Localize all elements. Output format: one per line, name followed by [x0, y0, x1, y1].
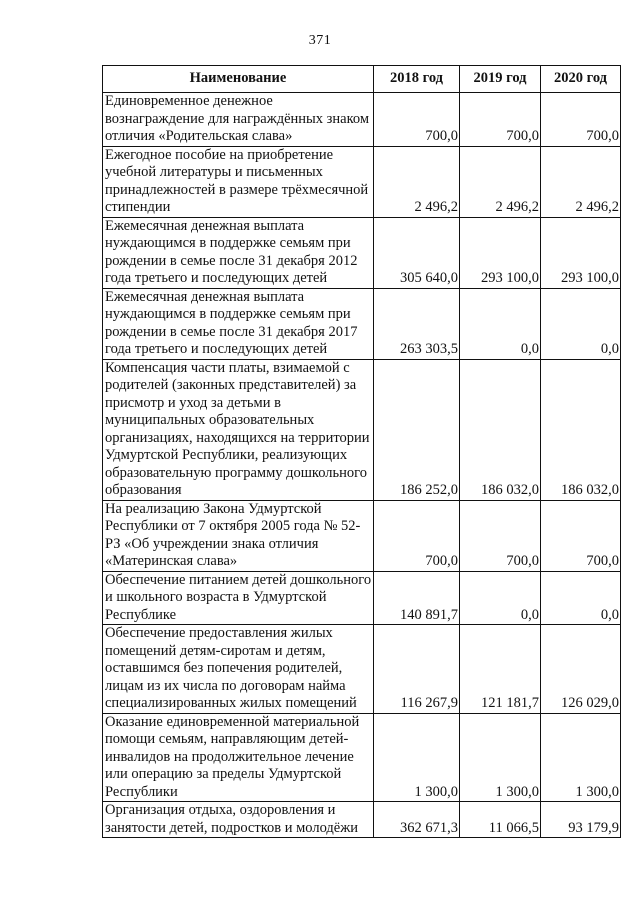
- row-value-2020: 126 029,0: [541, 625, 621, 714]
- row-value-2020: 293 100,0: [541, 217, 621, 288]
- row-name: Оказание единовременной материальной помощи семьям, направляющим детей-инвалидов на продолжительное лечение или операцию за пределы Удмуртской Республики: [103, 713, 374, 802]
- row-value-2018: 305 640,0: [374, 217, 460, 288]
- table-row: [103, 713, 621, 802]
- header-2020: 2020 год: [541, 66, 621, 93]
- row-value-2018: 186 252,0: [374, 359, 460, 500]
- table-row: [103, 500, 621, 571]
- row-name: На реализацию Закона Удмуртской Республики от 7 октября 2005 года № 52-РЗ «Об учреждении знака отличия «Материнская слава»: [103, 500, 374, 571]
- row-value-2019: 700,0: [460, 93, 541, 147]
- row-value-2020: 1 300,0: [541, 713, 621, 802]
- row-name: Ежемесячная денежная выплата нуждающимся в поддержке семьям при рождении в семье после 31 декабря 2017 года третьего и последующих детей: [103, 288, 374, 359]
- row-name: Ежегодное пособие на приобретение учебной литературы и письменных принадлежностей в размере трёхмесячной стипендии: [103, 146, 374, 217]
- table-row: [103, 625, 621, 714]
- table-header-row: [103, 66, 621, 93]
- row-name: Обеспечение питанием детей дошкольного и школьного возраста в Удмуртской Республике: [103, 571, 374, 625]
- row-value-2018: 700,0: [374, 93, 460, 147]
- row-value-2020: 0,0: [541, 288, 621, 359]
- row-name: Единовременное денежное вознаграждение для награждённых знаком отличия «Родительская слава»: [103, 93, 374, 147]
- row-value-2019: 1 300,0: [460, 713, 541, 802]
- row-value-2019: 700,0: [460, 500, 541, 571]
- row-name: Обеспечение предоставления жилых помещений детям-сиротам и детям, оставшимся без попечения родителей, лицам из их числа по договорам найма специализированных жилых помещений: [103, 625, 374, 714]
- row-name: Компенсация части платы, взимаемой с родителей (законных представителей) за присмотр и уход за детьми в муниципальных образовательных организациях, находящихся на территории Удмуртской Республики, реализующих образовательную программу дошкольного образования: [103, 359, 374, 500]
- table-row: [103, 146, 621, 217]
- row-value-2018: 263 303,5: [374, 288, 460, 359]
- row-value-2018: 140 891,7: [374, 571, 460, 625]
- table-row: [103, 93, 621, 147]
- row-value-2019: 121 181,7: [460, 625, 541, 714]
- row-name: Ежемесячная денежная выплата нуждающимся в поддержке семьям при рождении в семье после 31 декабря 2012 года третьего и последующих детей: [103, 217, 374, 288]
- row-value-2019: 11 066,5: [460, 802, 541, 838]
- row-value-2020: 2 496,2: [541, 146, 621, 217]
- row-value-2019: 0,0: [460, 288, 541, 359]
- page-number: 371: [308, 33, 332, 48]
- row-value-2018: 116 267,9: [374, 625, 460, 714]
- row-value-2018: 1 300,0: [374, 713, 460, 802]
- row-value-2020: 700,0: [541, 93, 621, 147]
- header-name: Наименование: [103, 66, 374, 93]
- header-2018: 2018 год: [374, 66, 460, 93]
- header-2019: 2019 год: [460, 66, 541, 93]
- table-row: [103, 217, 621, 288]
- row-value-2018: 362 671,3: [374, 802, 460, 838]
- row-name: Организация отдыха, оздоровления и занятости детей, подростков и молодёжи: [103, 802, 374, 838]
- table-row: [103, 802, 621, 838]
- row-value-2020: 93 179,9: [541, 802, 621, 838]
- table-row: [103, 359, 621, 500]
- row-value-2020: 186 032,0: [541, 359, 621, 500]
- row-value-2019: 293 100,0: [460, 217, 541, 288]
- row-value-2019: 186 032,0: [460, 359, 541, 500]
- row-value-2020: 0,0: [541, 571, 621, 625]
- row-value-2020: 700,0: [541, 500, 621, 571]
- table-row: [103, 288, 621, 359]
- table-row: [103, 571, 621, 625]
- row-value-2019: 0,0: [460, 571, 541, 625]
- budget-table: [102, 65, 621, 838]
- row-value-2018: 2 496,2: [374, 146, 460, 217]
- row-value-2018: 700,0: [374, 500, 460, 571]
- row-value-2019: 2 496,2: [460, 146, 541, 217]
